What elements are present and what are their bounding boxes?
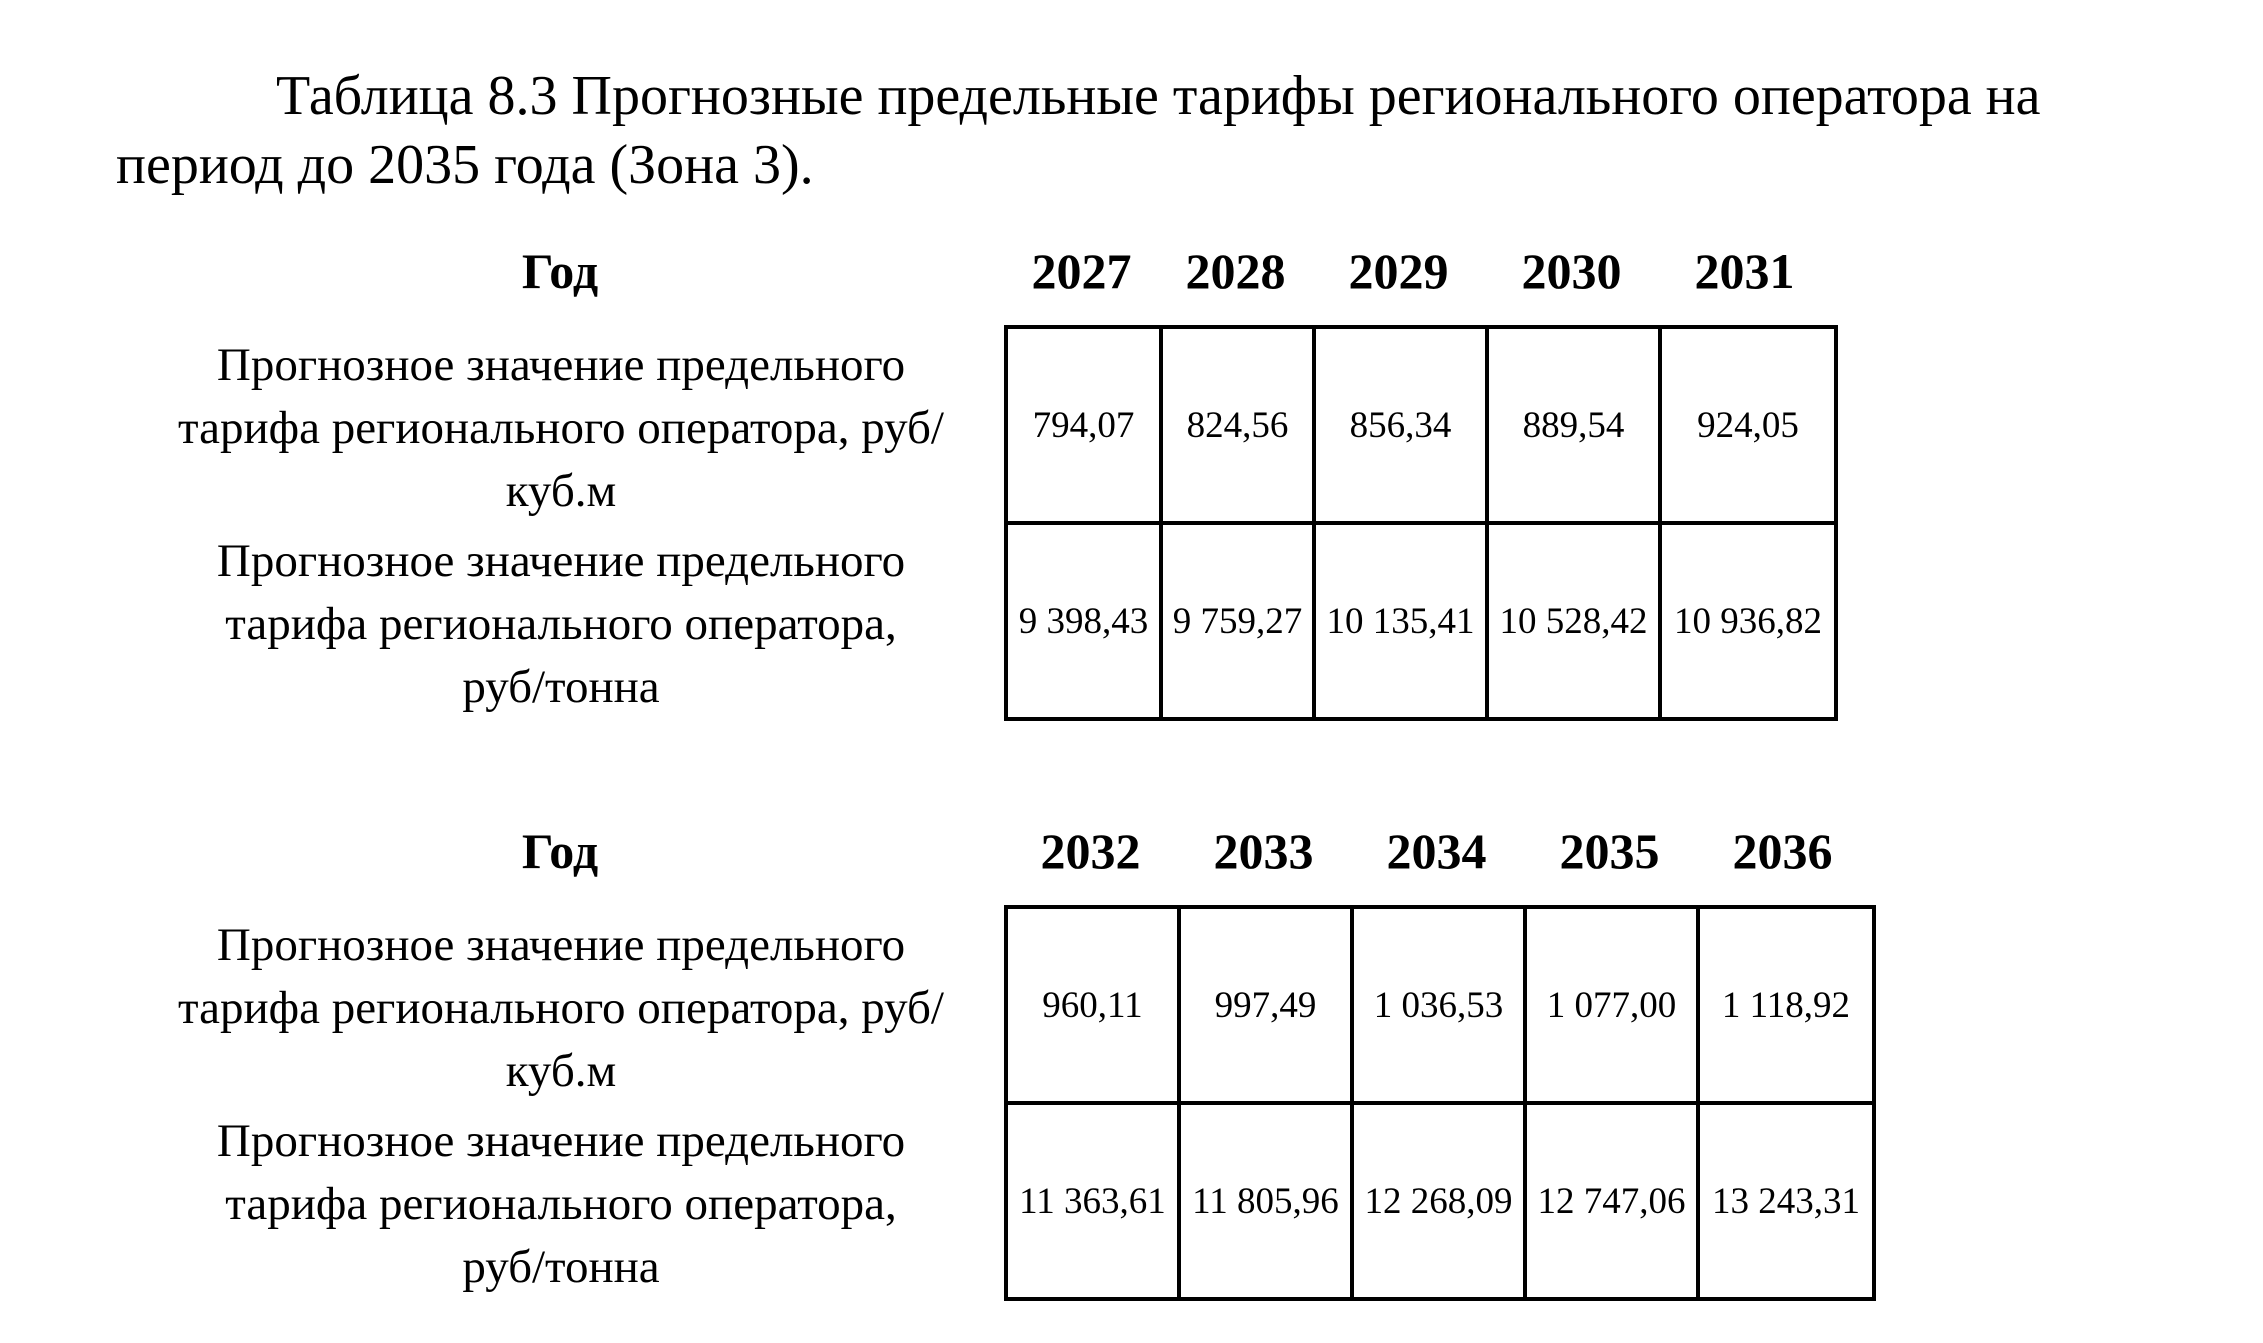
value-cell: 794,07 [1006, 327, 1161, 523]
year-label: Год [521, 823, 599, 879]
value-cell: 960,11 [1006, 907, 1179, 1103]
value-cell: 1 118,92 [1698, 907, 1874, 1103]
value-cell: 824,56 [1161, 327, 1314, 523]
value-cell: 1 036,53 [1352, 907, 1525, 1103]
year-header-2035: 2035 [1559, 823, 1660, 879]
caption-line-2: период до 2035 года (Зона 3). [116, 134, 814, 196]
table-caption [116, 62, 2246, 200]
year-header-2034: 2034 [1386, 823, 1487, 879]
row-label-line: тарифа регионального оператора, [225, 1178, 897, 1230]
row-label-line: руб/тонна [462, 1241, 660, 1293]
value-cell: 9 759,27 [1161, 523, 1314, 719]
row-label-line: куб.м [505, 1045, 617, 1097]
values-grid-2 [1004, 905, 1876, 1301]
value-cell: 10 135,41 [1314, 523, 1487, 719]
year-header-2027: 2027 [1031, 243, 1132, 299]
value-cell: 10 936,82 [1660, 523, 1836, 719]
row-label-rub-per-m3 [116, 334, 1006, 523]
row-label-rub-per-ton [116, 530, 1006, 719]
row-label-line: Прогнозное значение предельного [216, 535, 906, 587]
value-cell: 997,49 [1179, 907, 1352, 1103]
value-cell: 12 747,06 [1525, 1103, 1698, 1299]
value-cell: 13 243,31 [1698, 1103, 1874, 1299]
value-cell: 1 077,00 [1525, 907, 1698, 1103]
row-label-rub-per-m3 [116, 914, 1006, 1103]
row-label-line: тарифа регионального оператора, [225, 598, 897, 650]
value-cell: 11 363,61 [1006, 1103, 1179, 1299]
row-label-line: Прогнозное значение предельного [216, 919, 906, 971]
value-cell: 9 398,43 [1006, 523, 1161, 719]
row-label-line: тарифа регионального оператора, руб/ [178, 402, 944, 454]
year-header-2029: 2029 [1348, 243, 1449, 299]
row-label-line: Прогнозное значение предельного [216, 339, 906, 391]
row-label-line: тарифа регионального оператора, руб/ [178, 982, 944, 1034]
value-cell: 856,34 [1314, 327, 1487, 523]
table-row [1006, 907, 1874, 1103]
caption-line-1: Таблица 8.3 Прогнозные предельные тарифы регионального оператора на [276, 65, 2041, 127]
row-label-line: куб.м [505, 465, 617, 517]
year-header-2031: 2031 [1694, 243, 1795, 299]
table-row [1006, 327, 1836, 523]
row-label-line: руб/тонна [462, 661, 660, 713]
year-header-2028: 2028 [1185, 243, 1286, 299]
row-label-rub-per-ton [116, 1110, 1006, 1299]
row-label-line: Прогнозное значение предельного [216, 1115, 906, 1167]
table-row [1006, 1103, 1874, 1299]
value-cell: 10 528,42 [1487, 523, 1660, 719]
year-label: Год [521, 243, 599, 299]
year-header-2030: 2030 [1521, 243, 1622, 299]
year-header-2036: 2036 [1732, 823, 1833, 879]
value-cell: 11 805,96 [1179, 1103, 1352, 1299]
values-grid-1 [1004, 325, 1838, 721]
value-cell: 12 268,09 [1352, 1103, 1525, 1299]
year-header-2032: 2032 [1040, 823, 1141, 879]
year-header-2033: 2033 [1213, 823, 1314, 879]
table-row [1006, 523, 1836, 719]
value-cell: 924,05 [1660, 327, 1836, 523]
value-cell: 889,54 [1487, 327, 1660, 523]
